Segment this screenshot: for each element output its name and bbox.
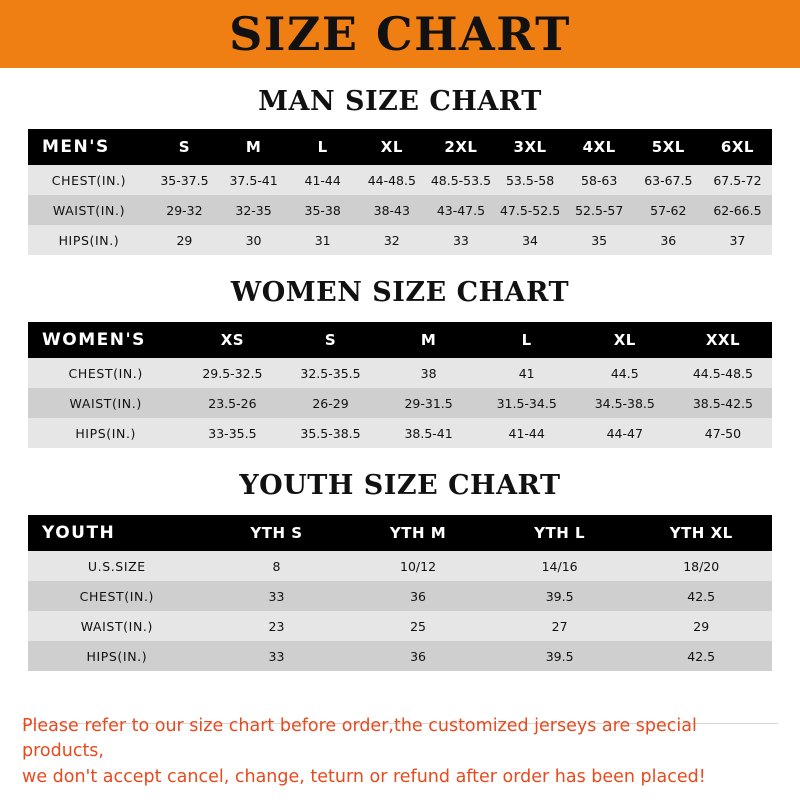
man-header-row (28, 129, 772, 165)
man-row-0-cell-5: 53.5-58 (505, 172, 555, 188)
youth-row-0-cell-0: 8 (272, 558, 281, 574)
women-row-2-cell-5: 47-50 (704, 425, 742, 441)
youth-row-2-cell-1: 25 (410, 618, 426, 634)
page-title: SIZE CHART (229, 7, 571, 61)
women-row-0-cell-5: 44.5-48.5 (692, 365, 753, 381)
women-size-table (28, 322, 772, 448)
women-table-head (28, 322, 772, 358)
youth-row-0-cell-3: 18/20 (683, 558, 720, 574)
women-header-cell-1: XS (220, 331, 245, 349)
man-row-1-cell-6: 52.5-57 (575, 202, 624, 218)
man-row-0-cell-4: 48.5-53.5 (430, 172, 492, 188)
youth-header-cell-4: YTH XL (669, 524, 733, 542)
youth-size-table (28, 515, 772, 671)
man-row-0-cell-0: 35-37.5 (160, 172, 209, 188)
man-size-table (28, 129, 772, 255)
man-row-2-cell-5: 34 (522, 232, 539, 248)
women-row-0-cell-1: 32.5-35.5 (300, 365, 361, 381)
man-header-cell-6: 3XL (513, 138, 547, 156)
man-row-1-cell-0: 29-32 (166, 202, 203, 218)
women-row-2-cell-0: 33-35.5 (208, 425, 257, 441)
man-header-cell-2: M (245, 138, 262, 156)
man-row-2-label: HIPS(IN.) (58, 232, 120, 248)
table-row (28, 418, 772, 448)
youth-header-cell-3: YTH L (534, 524, 586, 542)
women-header-cell-4: L (521, 331, 532, 349)
women-row-2-cell-2: 38.5-41 (404, 425, 453, 441)
youth-header-row (28, 515, 772, 551)
table-row (28, 195, 772, 225)
women-row-0-cell-0: 29.5-32.5 (202, 365, 263, 381)
man-row-0-cell-7: 63-67.5 (644, 172, 693, 188)
youth-row-0-label: U.S.SIZE (87, 558, 146, 574)
man-row-2-cell-2: 31 (314, 232, 331, 248)
youth-table-wrap (0, 515, 800, 671)
youth-row-2-cell-3: 29 (693, 618, 710, 634)
man-table-head (28, 129, 772, 165)
table-row (28, 641, 772, 671)
table-row (28, 551, 772, 581)
page-banner (0, 0, 800, 68)
youth-row-0-cell-1: 10/12 (400, 558, 437, 574)
youth-row-2-label: WAIST(IN.) (80, 618, 153, 634)
youth-row-1-cell-1: 36 (410, 588, 426, 604)
women-table-body (28, 358, 772, 448)
youth-header-cell-2: YTH M (389, 524, 447, 542)
youth-header-cell-0: YOUTH (42, 523, 116, 543)
man-header-cell-3: L (317, 138, 328, 156)
women-row-2-cell-3: 41-44 (508, 425, 545, 441)
women-row-1-cell-2: 29-31.5 (404, 395, 453, 411)
man-row-1-cell-2: 35-38 (304, 202, 341, 218)
women-row-2-cell-4: 44-47 (606, 425, 643, 441)
man-table-wrap (0, 129, 800, 255)
order-policy-note (0, 714, 800, 790)
women-table-wrap (0, 322, 800, 448)
man-row-1-cell-4: 43-47.5 (436, 202, 486, 218)
women-row-2-label: HIPS(IN.) (75, 425, 137, 441)
man-table-body (28, 165, 772, 255)
man-row-1-cell-7: 57-62 (650, 202, 687, 218)
women-header-cell-0: WOMEN'S (42, 330, 146, 350)
women-row-1-cell-1: 26-29 (312, 395, 349, 411)
man-row-1-cell-8: 62-66.5 (713, 202, 762, 218)
youth-table-body (28, 551, 772, 671)
youth-row-2-cell-2: 27 (551, 618, 568, 634)
women-row-1-cell-5: 38.5-42.5 (692, 395, 753, 411)
youth-header-cell-1: YTH S (250, 524, 303, 542)
women-header-cell-3: M (420, 331, 437, 349)
women-row-2-cell-1: 35.5-38.5 (300, 425, 361, 441)
man-header-cell-5: 2XL (444, 138, 478, 156)
man-row-1-cell-3: 38-43 (373, 202, 410, 218)
table-row (28, 165, 772, 195)
man-row-2-cell-4: 33 (452, 232, 469, 248)
table-row (28, 388, 772, 418)
man-header-cell-1: S (178, 138, 191, 156)
man-row-2-cell-7: 36 (660, 232, 677, 248)
man-section-title: MAN SIZE CHART (258, 86, 542, 117)
order-policy-line-2: we don't accept cancel, change, teturn or refund after order has been placed! (22, 766, 706, 787)
man-header-cell-0: MEN'S (42, 137, 110, 157)
table-row (28, 358, 772, 388)
women-row-1-cell-0: 23.5-26 (208, 395, 257, 411)
women-row-1-cell-3: 31.5-34.5 (496, 395, 557, 411)
man-row-0-cell-2: 41-44 (304, 172, 341, 188)
table-row (28, 611, 772, 641)
youth-row-1-cell-3: 42.5 (687, 588, 716, 604)
man-row-0-label: CHEST(IN.) (51, 172, 127, 188)
man-row-2-cell-6: 35 (591, 232, 608, 248)
man-row-2-cell-1: 30 (245, 232, 262, 248)
youth-row-3-cell-1: 36 (410, 648, 426, 664)
man-row-0-cell-6: 58-63 (581, 172, 618, 188)
youth-section-title: YOUTH SIZE CHART (239, 470, 561, 501)
women-header-cell-2: S (324, 331, 337, 349)
youth-row-1-label: CHEST(IN.) (79, 588, 155, 604)
man-header-cell-9: 6XL (720, 138, 754, 156)
women-row-0-cell-2: 38 (420, 365, 437, 381)
man-row-0-cell-8: 67.5-72 (713, 172, 762, 188)
women-row-1-cell-4: 34.5-38.5 (594, 395, 655, 411)
youth-row-1-cell-2: 39.5 (545, 588, 574, 604)
youth-row-2-cell-0: 23 (268, 618, 285, 634)
youth-table-head (28, 515, 772, 551)
man-header-cell-7: 4XL (582, 138, 616, 156)
youth-row-1-cell-0: 33 (268, 588, 285, 604)
man-row-0-cell-1: 37.5-41 (229, 172, 278, 188)
youth-row-3-label: HIPS(IN.) (86, 648, 148, 664)
women-row-0-cell-3: 41 (518, 365, 535, 381)
man-row-2-cell-0: 29 (176, 232, 193, 248)
man-row-2-cell-3: 32 (383, 232, 400, 248)
man-row-1-label: WAIST(IN.) (52, 202, 126, 218)
women-row-1-label: WAIST(IN.) (69, 395, 142, 411)
women-row-0-label: CHEST(IN.) (68, 365, 143, 381)
man-header-cell-4: XL (380, 138, 403, 156)
women-header-row (28, 322, 772, 358)
youth-row-3-cell-3: 42.5 (687, 648, 716, 664)
youth-row-3-cell-0: 33 (268, 648, 285, 664)
women-section-title: WOMEN SIZE CHART (230, 277, 570, 308)
order-policy-line-1: Please refer to our size chart before order,the customized jerseys are special products, (22, 715, 697, 762)
women-header-cell-5: XL (613, 331, 636, 349)
youth-row-0-cell-2: 14/16 (541, 558, 578, 574)
man-row-0-cell-3: 44-48.5 (367, 172, 416, 188)
man-header-cell-8: 5XL (651, 138, 685, 156)
women-row-0-cell-4: 44.5 (610, 365, 639, 381)
youth-row-3-cell-2: 39.5 (545, 648, 574, 664)
man-row-1-cell-1: 32-35 (235, 202, 272, 218)
man-row-1-cell-5: 47.5-52.5 (499, 202, 561, 218)
man-row-2-cell-8: 37 (729, 232, 746, 248)
women-header-cell-6: XXL (705, 331, 741, 349)
table-row (28, 225, 772, 255)
table-row (28, 581, 772, 611)
